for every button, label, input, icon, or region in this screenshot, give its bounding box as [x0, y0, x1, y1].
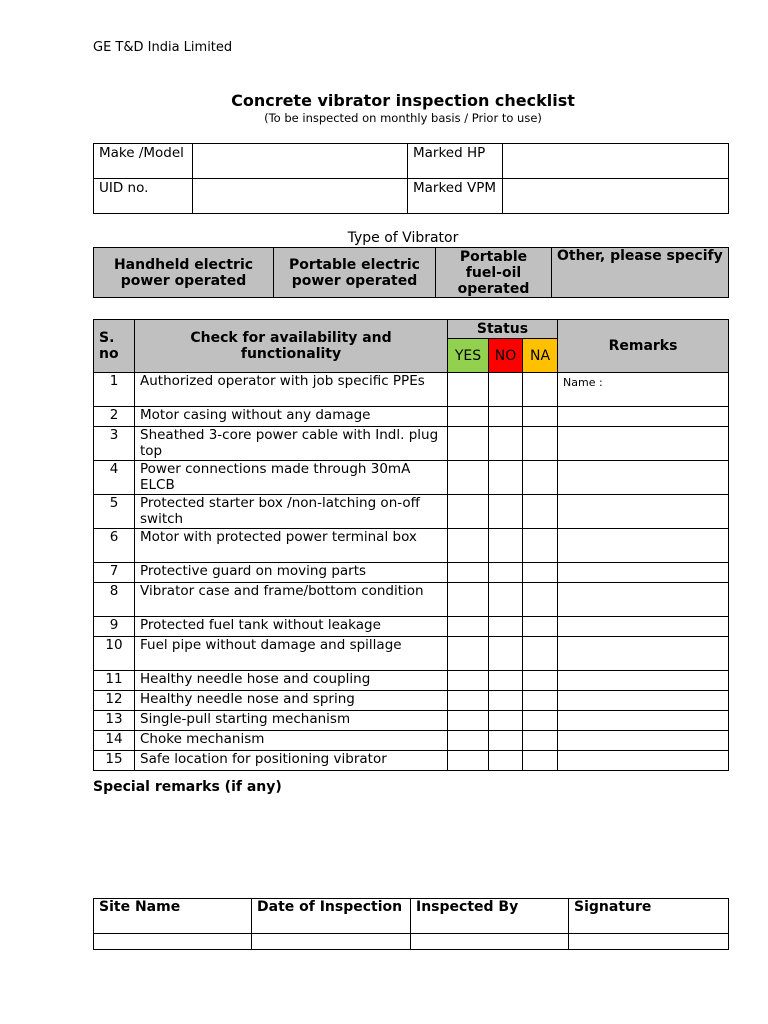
remarks-cell[interactable]: [558, 461, 729, 495]
status-na-cell[interactable]: [523, 637, 558, 671]
remarks-cell[interactable]: [558, 583, 729, 617]
checklist-item-number: 15: [94, 751, 135, 771]
vibrator-type-heading: Type of Vibrator: [347, 230, 459, 246]
marked-vpm-field[interactable]: [503, 179, 729, 214]
status-yes-cell[interactable]: [448, 529, 489, 563]
checklist-item-number: 2: [94, 407, 135, 427]
checklist-item-text: Healthy needle nose and spring: [135, 691, 448, 711]
remarks-cell[interactable]: [558, 617, 729, 637]
status-yes-cell[interactable]: [448, 617, 489, 637]
status-yes-cell[interactable]: [448, 583, 489, 617]
remarks-cell[interactable]: [558, 751, 729, 771]
vibrator-type-fuel-oil[interactable]: Portable fuel-oil operated: [436, 248, 552, 298]
status-na-cell[interactable]: [523, 529, 558, 563]
col-no-header: NO: [489, 339, 523, 373]
checklist-row: [94, 731, 729, 751]
remarks-cell[interactable]: [558, 671, 729, 691]
status-no-cell[interactable]: [489, 427, 523, 461]
checklist-item-number: 8: [94, 583, 135, 617]
checklist-item-text: Sheathed 3-core power cable with Indl. plug top: [135, 427, 448, 461]
company-name: GE T&D India Limited: [93, 40, 233, 55]
checklist-row: [94, 461, 729, 495]
checklist-item-text: Power connections made through 30mA ELCB: [135, 461, 448, 495]
checklist-item-text: Protected fuel tank without leakage: [135, 617, 448, 637]
status-no-cell[interactable]: [489, 461, 523, 495]
equipment-info-table: [93, 143, 729, 214]
col-sno-header: S. no: [94, 320, 135, 373]
status-na-cell[interactable]: [523, 563, 558, 583]
remarks-cell[interactable]: [558, 691, 729, 711]
checklist-row: [94, 691, 729, 711]
status-na-cell[interactable]: [523, 711, 558, 731]
checklist-item-number: 5: [94, 495, 135, 529]
status-no-cell[interactable]: [489, 691, 523, 711]
remarks-cell[interactable]: [558, 711, 729, 731]
col-status-header: Status: [448, 320, 558, 339]
page-title: Concrete vibrator inspection checklist: [231, 91, 575, 110]
status-no-cell[interactable]: [489, 637, 523, 671]
status-yes-cell[interactable]: [448, 427, 489, 461]
status-yes-cell[interactable]: [448, 495, 489, 529]
status-yes-cell[interactable]: [448, 637, 489, 671]
inspected-by-label: Inspected By: [411, 899, 569, 934]
marked-vpm-label: Marked VPM: [408, 179, 503, 214]
checklist-item-text: Single-pull starting mechanism: [135, 711, 448, 731]
checklist-item-text: Protected starter box /non-latching on-off switch: [135, 495, 448, 529]
checklist-row: [94, 637, 729, 671]
col-remarks-header: Remarks: [558, 320, 729, 373]
checklist-row: [94, 427, 729, 461]
status-no-cell[interactable]: [489, 711, 523, 731]
status-na-cell[interactable]: [523, 691, 558, 711]
checklist-item-text: Fuel pipe without damage and spillage: [135, 637, 448, 671]
vibrator-type-table: [93, 247, 729, 298]
checklist-item-text: Vibrator case and frame/bottom condition: [135, 583, 448, 617]
uid-label: UID no.: [94, 179, 193, 214]
remarks-cell[interactable]: [558, 427, 729, 461]
vibrator-type-portable-electric[interactable]: Portable electric power operated: [274, 248, 436, 298]
status-no-cell[interactable]: [489, 563, 523, 583]
checklist-row: [94, 407, 729, 427]
status-no-cell[interactable]: [489, 495, 523, 529]
remarks-cell[interactable]: [558, 637, 729, 671]
checklist-item-text: Healthy needle hose and coupling: [135, 671, 448, 691]
page-subtitle: (To be inspected on monthly basis / Prior to use): [264, 111, 542, 125]
vibrator-type-other[interactable]: Other, please specify: [552, 248, 729, 298]
status-na-cell[interactable]: [523, 461, 558, 495]
status-na-cell[interactable]: [523, 731, 558, 751]
col-check-header: Check for availability and functionality: [135, 320, 448, 373]
inspection-date-label: Date of Inspection: [252, 899, 411, 934]
status-na-cell[interactable]: [523, 617, 558, 637]
checklist-item-number: 6: [94, 529, 135, 563]
remarks-cell[interactable]: Name :: [558, 373, 729, 407]
col-na-header: NA: [523, 339, 558, 373]
remarks-cell[interactable]: [558, 495, 729, 529]
status-yes-cell[interactable]: [448, 461, 489, 495]
status-yes-cell[interactable]: [448, 711, 489, 731]
signature-label: Signature: [569, 899, 729, 934]
checklist-item-text: Motor casing without any damage: [135, 407, 448, 427]
checklist-row: [94, 529, 729, 563]
checklist-row: [94, 617, 729, 637]
remarks-cell[interactable]: [558, 529, 729, 563]
col-yes-header: YES: [448, 339, 489, 373]
status-yes-cell[interactable]: [448, 563, 489, 583]
status-no-cell[interactable]: [489, 407, 523, 427]
marked-hp-label: Marked HP: [408, 144, 503, 179]
checklist-item-number: 3: [94, 427, 135, 461]
checklist-row: [94, 671, 729, 691]
checklist-row: [94, 583, 729, 617]
checklist-item-number: 7: [94, 563, 135, 583]
checklist-item-text: Motor with protected power terminal box: [135, 529, 448, 563]
status-na-cell[interactable]: [523, 583, 558, 617]
status-na-cell[interactable]: [523, 373, 558, 407]
checklist-item-number: 14: [94, 731, 135, 751]
checklist-item-number: 1: [94, 373, 135, 407]
checklist-item-number: 12: [94, 691, 135, 711]
status-na-cell[interactable]: [523, 751, 558, 771]
inspected-by-field[interactable]: [411, 934, 569, 950]
uid-field[interactable]: [193, 179, 408, 214]
status-no-cell[interactable]: [489, 617, 523, 637]
status-yes-cell[interactable]: [448, 671, 489, 691]
make-model-label: Make /Model: [94, 144, 193, 179]
status-no-cell[interactable]: [489, 671, 523, 691]
checklist-item-number: 13: [94, 711, 135, 731]
remarks-cell[interactable]: [558, 731, 729, 751]
status-no-cell[interactable]: [489, 583, 523, 617]
checklist-table: [93, 319, 729, 771]
remarks-cell[interactable]: [558, 563, 729, 583]
status-yes-cell[interactable]: [448, 373, 489, 407]
checklist-item-number: 9: [94, 617, 135, 637]
checklist-item-text: Protective guard on moving parts: [135, 563, 448, 583]
checklist-row: [94, 563, 729, 583]
status-no-cell[interactable]: [489, 373, 523, 407]
vibrator-type-handheld[interactable]: Handheld electric power operated: [94, 248, 274, 298]
status-na-cell[interactable]: [523, 495, 558, 529]
signoff-table: [93, 898, 729, 950]
status-na-cell[interactable]: [523, 671, 558, 691]
status-no-cell[interactable]: [489, 731, 523, 751]
status-na-cell[interactable]: [523, 407, 558, 427]
status-no-cell[interactable]: [489, 751, 523, 771]
checklist-item-number: 11: [94, 671, 135, 691]
remarks-cell[interactable]: [558, 407, 729, 427]
checklist-item-number: 10: [94, 637, 135, 671]
special-remarks-label: Special remarks (if any): [93, 779, 282, 795]
checklist-row: [94, 495, 729, 529]
checklist-item-text: Choke mechanism: [135, 731, 448, 751]
checklist-row: [94, 751, 729, 771]
checklist-item-text: Safe location for positioning vibrator: [135, 751, 448, 771]
status-na-cell[interactable]: [523, 427, 558, 461]
status-yes-cell[interactable]: [448, 731, 489, 751]
checklist-item-number: 4: [94, 461, 135, 495]
status-yes-cell[interactable]: [448, 691, 489, 711]
site-name-field[interactable]: [94, 934, 252, 950]
inspection-date-field[interactable]: [252, 934, 411, 950]
checklist-row: [94, 711, 729, 731]
marked-hp-field[interactable]: [503, 144, 729, 179]
checklist-row: [94, 373, 729, 407]
status-yes-cell[interactable]: [448, 407, 489, 427]
site-name-label: Site Name: [94, 899, 252, 934]
status-yes-cell[interactable]: [448, 751, 489, 771]
status-no-cell[interactable]: [489, 529, 523, 563]
signature-field[interactable]: [569, 934, 729, 950]
make-model-field[interactable]: [193, 144, 408, 179]
checklist-item-text: Authorized operator with job specific PPEs: [135, 373, 448, 407]
